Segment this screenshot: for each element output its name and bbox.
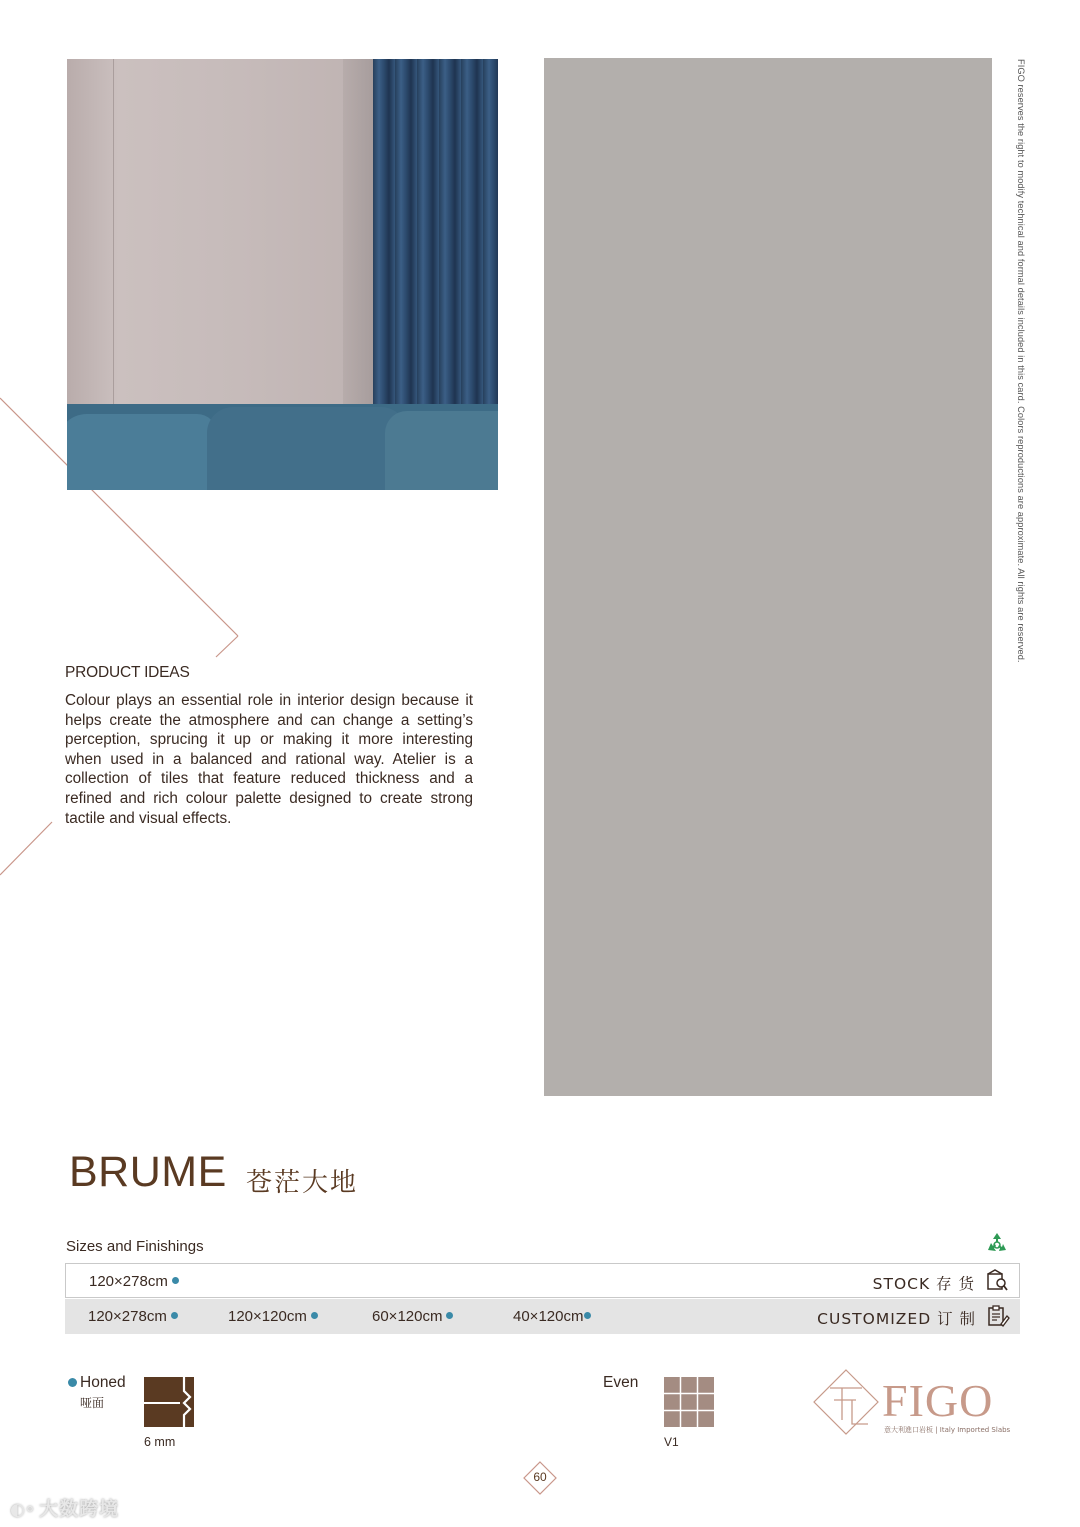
curtain [373, 59, 498, 419]
stock-row [65, 1263, 1020, 1298]
custom-size-4: 40×120cm [513, 1308, 591, 1325]
grid-pattern-icon [664, 1377, 714, 1427]
watermark: ◐⚬ 大数跨境 [10, 1498, 120, 1520]
custom-size-3: 60×120cm [372, 1308, 453, 1325]
variation-label: V1 [664, 1435, 679, 1449]
stock-icon [985, 1269, 1009, 1293]
honed-dot-icon [68, 1378, 77, 1387]
stock-size-1: 120×278cm [89, 1273, 179, 1290]
page-number: 60 [533, 1470, 547, 1484]
product-name-cn: 苍茫大地 [246, 1168, 359, 1198]
custom-size-1: 120×278cm [88, 1308, 178, 1325]
finish-honed-label: Honed [80, 1374, 126, 1391]
room-photo [67, 59, 498, 490]
customized-label: CUSTOMIZED 订 制 [817, 1310, 976, 1328]
honed-dot-icon [172, 1277, 179, 1284]
figo-logo-subtitle: 意大利進口岩板 | Italy Imported Slabs [884, 1426, 1011, 1434]
honed-dot-icon [584, 1312, 591, 1319]
color-swatch [544, 58, 992, 1096]
sizes-title: Sizes and Finishings [66, 1238, 204, 1255]
figo-logo-text: FIGO [882, 1375, 994, 1426]
stock-label: STOCK 存 货 [872, 1275, 975, 1293]
product-name: BRUME [69, 1148, 227, 1196]
honed-dot-icon [446, 1312, 453, 1319]
product-ideas-text: Colour plays an essential role in interior design because it helps create the atmosphere and can change a setting’s perception, sprucing it up or making it more interesting when used in a balanced and rational way. Atelier is a collection of tiles that feature reduced thickness and a refined and rich colour palette designed to create strong tactile and visual effects. [65, 692, 473, 827]
honed-dot-icon [171, 1312, 178, 1319]
disclaimer-text: FIGO reserves the right to modify technical and formal details included in this card. Colors reproductions are approximate. All rights are reserved. [1016, 59, 1026, 663]
thickness-icon [144, 1377, 194, 1427]
finish-honed-label-cn: 哑面 [80, 1396, 105, 1410]
customized-row [65, 1299, 1020, 1334]
recycle-icon [985, 1232, 1009, 1254]
custom-size-2: 120×120cm [228, 1308, 318, 1325]
customized-icon [986, 1304, 1010, 1328]
thickness-label: 6 mm [144, 1435, 176, 1449]
product-ideas-title: PRODUCT IDEAS [65, 664, 190, 681]
watermark-text: 大数跨境 [39, 1498, 120, 1520]
disclaimer [1011, 59, 1027, 739]
honed-dot-icon [311, 1312, 318, 1319]
pattern-label: Even [603, 1374, 639, 1391]
